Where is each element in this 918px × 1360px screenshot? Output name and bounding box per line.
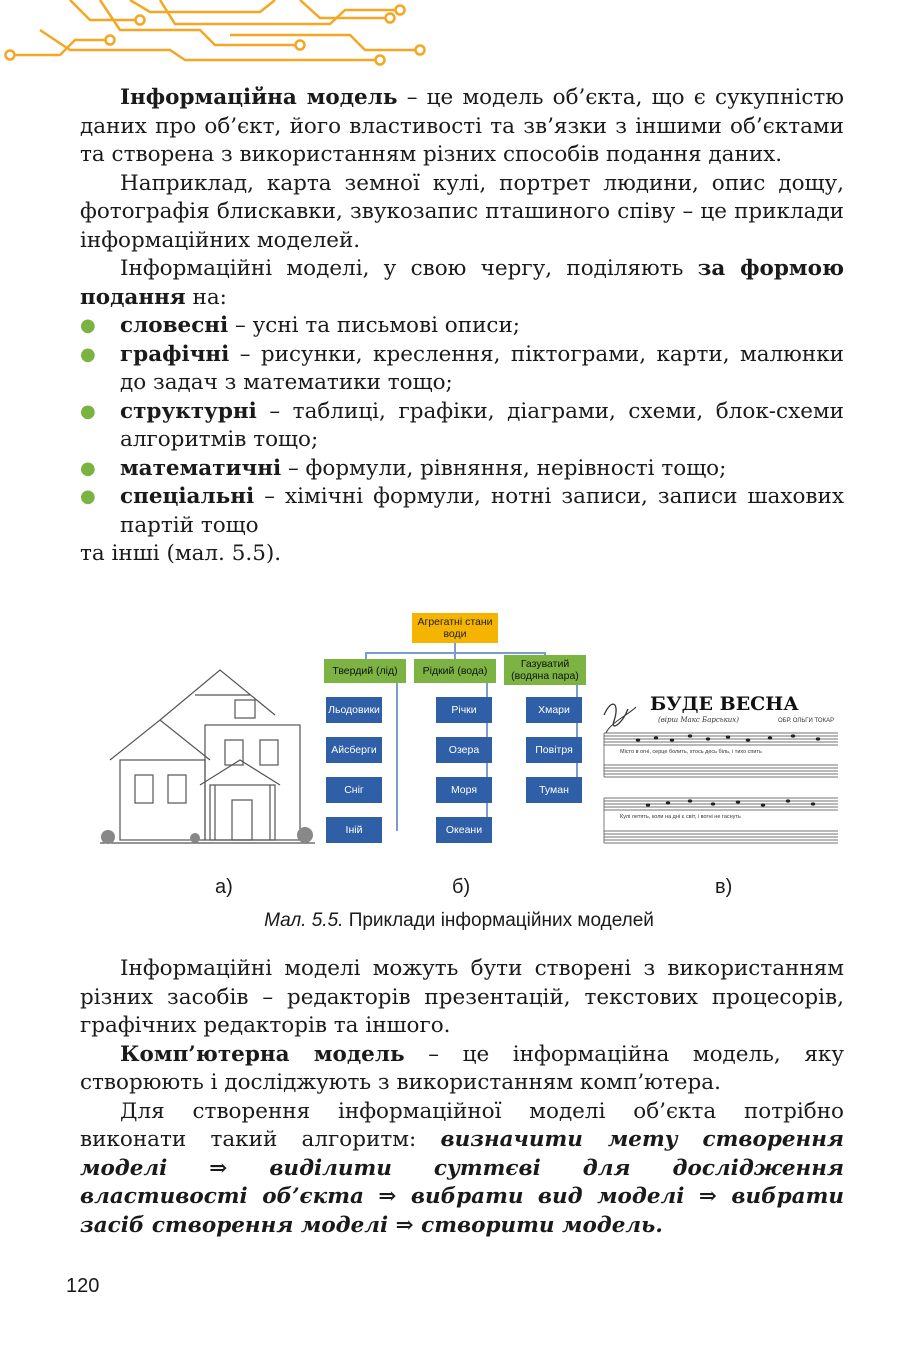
algorithm-paragraph	[80, 1098, 844, 1241]
computer-model-definition: – це інформаційна модель, яку створюють і досліджують з використанням комп’ютера.	[80, 1041, 844, 1095]
page-number: 120	[66, 1275, 100, 1297]
computer-model-paragraph	[80, 1041, 844, 1098]
sheet-music-lyrics: Кулі летять, коли на дні є світ, і вогні не гаснуть	[620, 814, 741, 820]
classification-lead: Інформаційні моделі, у свою чергу, поділяють	[120, 256, 698, 281]
list-item	[80, 398, 844, 455]
sheet-music-image	[598, 685, 844, 855]
bullet-icon: ●	[80, 457, 96, 479]
classification-end: на:	[185, 284, 227, 310]
diagram-connector	[365, 652, 367, 659]
sheet-music-title: БУДЕ ВЕСНА	[650, 693, 799, 715]
diagram-leaf: Озера	[436, 737, 492, 763]
caption-number: Мал. 5.5.	[264, 910, 344, 931]
diagram-leaf: Льодовики	[326, 697, 382, 723]
circuit-decoration	[0, 0, 430, 70]
term-computer-model: Комп’ютерна модель	[120, 1041, 405, 1067]
diagram-leaf: Повітря	[526, 737, 582, 763]
bullet-icon: ●	[80, 486, 96, 507]
figure-label-a: а)	[215, 876, 233, 898]
bullet-icon: ●	[80, 315, 96, 336]
diagram-leaf: Річки	[436, 697, 492, 723]
caption-text: Приклади інформаційних моделей	[343, 910, 654, 931]
list-item-term: структурні	[120, 398, 257, 424]
figure-label-b: б)	[452, 876, 471, 898]
classification-bold: за формою подання	[80, 256, 844, 310]
diagram-leaf: Хмари	[526, 697, 582, 723]
diagram-head-liquid: Рідкий (вода)	[414, 659, 496, 683]
diagram-leaf: Моря	[436, 777, 492, 803]
model-types-list	[80, 312, 844, 540]
list-item-text: – таблиці, графіки, діаграми, схеми, блок-схеми алгоритмів тощо;	[120, 398, 844, 452]
figure-5-5	[80, 605, 844, 865]
tools-paragraph: Інформаційні моделі можуть бути створені з використанням різних засобів – редакторів презентацій, текстових процесорів, графічних редакторів та іншого.	[80, 956, 844, 1038]
diagram-leaf: Іній	[326, 817, 382, 843]
diagram-leaf: Туман	[526, 777, 582, 803]
diagram-leaf: Айсберги	[326, 737, 382, 763]
sheet-music-lyrics: Місто в огні, серце болить, хтось десь біль, і тихо спить	[620, 749, 762, 755]
list-item	[80, 483, 844, 540]
list-item-text: – усні та письмові описи;	[228, 313, 521, 338]
list-item	[80, 455, 844, 484]
examples-paragraph: Наприклад, карта земної кулі, портрет людини, опис дощу, фотографія блискавки, звукозапис пташиного співу – це приклади інформаційних моделей.	[80, 170, 844, 253]
bullet-icon: ●	[80, 343, 96, 365]
list-item-term: словесні	[120, 313, 229, 338]
diagram-head-solid: Твердий (лід)	[324, 659, 406, 683]
list-item-text: – рисунки, креслення, піктограми, карти, малюнки до задач з математики тощо;	[120, 341, 844, 395]
list-item-text: – хімічні формули, нотні записи, записи шахових партій тощо	[120, 484, 844, 538]
music-staff-lines	[598, 685, 844, 855]
definition-paragraph	[80, 84, 844, 170]
diagram-leaf: Сніг	[326, 777, 382, 803]
diagram-leaf: Океани	[436, 817, 492, 843]
sheet-music-arranger: ОБР. ОЛЬГИ ТОКАР	[778, 718, 835, 724]
diagram-head-gas: Газуватий (водяна пара)	[504, 655, 586, 685]
list-item-term: спеціальні	[120, 484, 255, 509]
water-states-diagram	[320, 605, 590, 855]
bullet-icon: ●	[80, 400, 96, 422]
figure-label-c: в)	[715, 876, 733, 898]
classification-paragraph	[80, 255, 844, 312]
house-sketch-image	[100, 665, 315, 855]
after-list-text: та інші (мал. 5.5).	[80, 541, 282, 566]
definition-text: – це модель об’єкта, що є сукупністю даних про об’єкт, його властивості та зв’язки з іншими об’єктами та створена з використанням різних способів подання даних.	[80, 85, 844, 167]
list-item	[80, 312, 844, 341]
diagram-connector	[396, 683, 398, 831]
list-item-term: графічні	[120, 341, 230, 367]
diagram-root-node: Агрегатні стани води	[412, 613, 498, 643]
algorithm-steps: визначити мету створення моделі ⇒ виділити суттєві для дослідження властивості об’єкта ⇒ вибрати вид моделі ⇒ вибрати засіб створення моделі ⇒ створити модель.	[80, 1127, 845, 1238]
term-information-model: Інформаційна модель	[120, 85, 398, 110]
list-item	[80, 341, 844, 398]
list-item-term: математичні	[120, 455, 282, 481]
diagram-connector	[454, 652, 456, 659]
algorithm-lead: Для створення інформаційної моделі об’єкта потрібно виконати такий алгоритм:	[80, 1098, 844, 1152]
figure-caption	[0, 910, 918, 932]
sheet-music-subtitle: (вірш Макс Барських)	[658, 716, 739, 724]
list-item-text: – формули, рівняння, нерівності тощо;	[281, 455, 727, 481]
